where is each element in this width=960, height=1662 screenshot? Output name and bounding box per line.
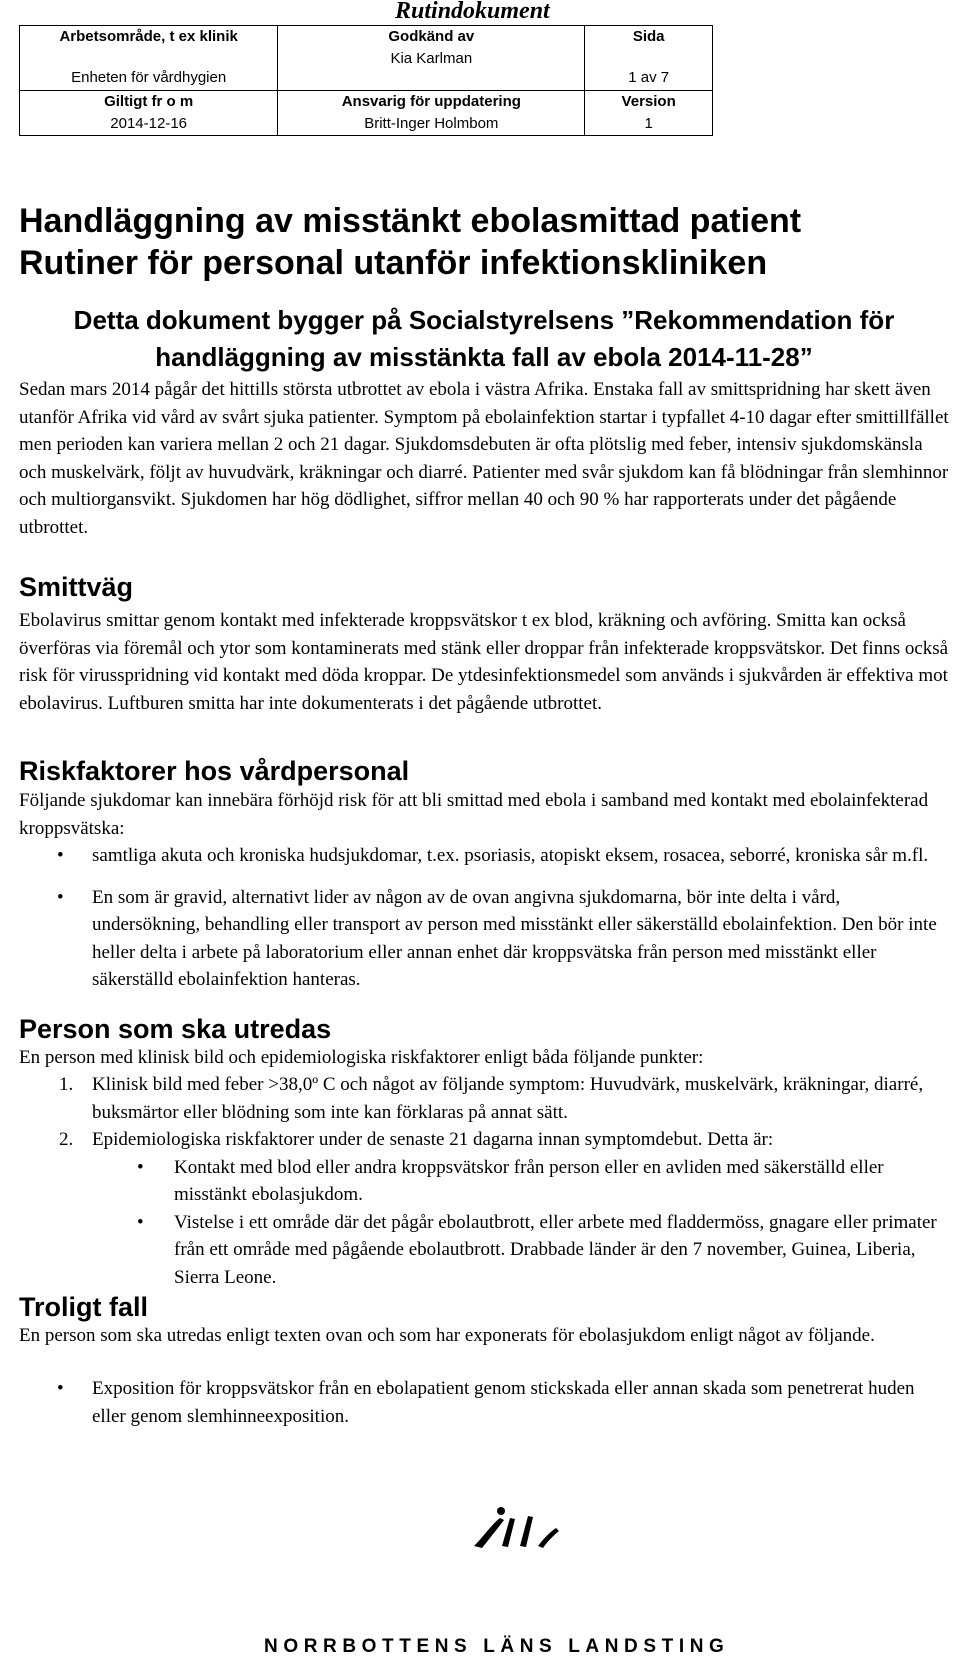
area-label: Arbetsområde, t ex klinik [59, 28, 238, 45]
valid-cell [20, 91, 278, 136]
bullet-icon: • [137, 1211, 144, 1233]
title-line-2: Rutiner för personal utanför infektionskliniken [19, 244, 768, 282]
intro-paragraph: Sedan mars 2014 pågår det hittills största utbrottet av ebola i västra Afrika. Enstaka fall av smittspridning har skett även utanför Afrika vid vård av svårt sjuka patienter. Symptom på ebolainfektion startar i typfallet 4-10 dagar efter smittillfället men perioden kan variera mellan 2 och 21 dagar. Sjukdomsdebuten är ofta plötslig med feber, intensiv sjukdomskänsla och muskelvärk, följt av huvudvärk, kräkningar och diarré. Patienter med svår sjukdom kan få blödningar från slemhinnor och multiorgansvikt. Sjukdomen har hög dödlighet, siffror mellan 40 och 90 % har rapporterats under det pågående utbrottet. [19, 379, 949, 538]
riskfaktorer-intro: Följande sjukdomar kan innebära förhöjd risk för att bli smittad med ebola i samband med kontakt med ebolainfekterad kroppsvätska: [19, 790, 929, 839]
list-item-text: samtliga akuta och kroniska hudsjukdomar, t.ex. psoriasis, atopiskt eksem, rosacea, seborré, kroniska sår m.fl. [92, 845, 929, 866]
responsible-label: Ansvarig för uppdatering [341, 93, 521, 110]
responsible-value: Britt-Inger Holmbom [364, 115, 499, 132]
version-label: Version [621, 93, 676, 110]
bullet-icon: • [137, 1156, 144, 1178]
logo-mark-icon [454, 1506, 654, 1550]
utredas-intro: En person med klinisk bild och epidemiologiska riskfaktorer enligt båda följande punkter: [19, 1047, 704, 1068]
title-line-1: Handläggning av misstänkt ebolasmittad patient [19, 202, 802, 240]
logo-text: NORRBOTTENS LÄNS LANDSTING [264, 1636, 730, 1657]
list-item [19, 884, 949, 994]
troligt-list [19, 1375, 949, 1444]
valid-value: 2014-12-16 [110, 115, 188, 132]
smittvag-paragraph: Ebolavirus smittar genom kontakt med infekterade kroppsvätskor t ex blod, kräkning och avföring. Smitta kan också överföras via föremål och ytor som kontaminerats med stänk eller droppar från infekterade kroppsvätskor. Det finns också risk för virusspridning vid kontakt med döda kroppar. De ytdesinfektionsmedel som används i sjukvården är effektiva mot ebolavirus. Luftburen smitta har inte dokumenterats i det pågående utbrottet. [19, 610, 949, 714]
sub-list-item [92, 1209, 949, 1292]
document-title [19, 200, 801, 284]
bullet-icon: • [57, 1378, 64, 1399]
subtitle-line-1: Detta dokument bygger på Socialstyrelsens ”Rekommendation för [73, 305, 895, 335]
list-item [19, 842, 949, 870]
page-value: 1 av 7 [628, 69, 670, 86]
document-type-label: Rutindokument [395, 0, 550, 24]
list-item-text: Kontakt med blod eller andra kroppsvätskor från person eller en avliden med säkerställd eller misstänkt ebolasjukdom. [174, 1156, 884, 1205]
page-label: Sida [632, 28, 665, 45]
section-heading-riskfaktorer: Riskfaktorer hos vårdpersonal [19, 756, 410, 786]
list-item-text: Klinisk bild med feber >38,0º C och något av följande symptom: Huvudvärk, muskelvärk, kräkningar, diarré, buksmärtor eller blödning som inte kan förklaras på annat sätt. [92, 1074, 924, 1123]
document-header-table [19, 25, 713, 136]
version-cell [585, 91, 713, 136]
sub-list-item [92, 1154, 949, 1209]
section-heading-utredas: Person som ska utredas [19, 1014, 332, 1044]
valid-label: Giltigt fr o m [104, 93, 194, 110]
page-cell [585, 26, 713, 91]
version-value: 1 [644, 115, 653, 132]
list-item-text: Vistelse i ett område där det pågår ebolautbrott, eller arbete med fladdermöss, gnagare eller primater från ett område med pågående ebolautbrott. Drabbade länder är den 7 november, Guinea, Liberia, Sierra Leone. [174, 1211, 937, 1288]
responsible-cell [278, 91, 585, 136]
section-heading-smittvag: Smittväg [19, 572, 134, 602]
riskfaktorer-list [19, 842, 949, 1008]
utredas-list [19, 1071, 949, 1291]
utredas-sub-list [92, 1154, 949, 1292]
list-item [19, 1375, 949, 1430]
approved-value: Kia Karlman [390, 50, 473, 67]
area-value: Enheten för vårdhygien [71, 69, 227, 86]
list-item [19, 1071, 949, 1126]
document-subtitle [19, 302, 949, 376]
bullet-icon: • [57, 886, 64, 908]
list-item [19, 1126, 949, 1291]
list-item-text: Epidemiologiska riskfaktorer under de senaste 21 dagarna innan symptomdebut. Detta är: [92, 1129, 774, 1150]
list-number: 2. [59, 1129, 74, 1150]
list-item-text: Exposition för kroppsvätskor från en ebolapatient genom stickskada eller annan skada som penetrerat huden eller genom slemhinneexposition. [92, 1378, 915, 1427]
approved-label: Godkänd av [388, 28, 475, 45]
list-number: 1. [59, 1074, 74, 1095]
section-heading-troligt: Troligt fall [19, 1292, 149, 1322]
subtitle-line-2: handläggning av misstänkta fall av ebola 2014-11-28” [155, 342, 813, 372]
approved-cell [278, 26, 585, 91]
troligt-intro: En person som ska utredas enligt texten ovan och som har exponerats för ebolasjukdom enligt något av följande. [19, 1325, 875, 1346]
landsting-logo [264, 1590, 730, 1662]
bullet-icon: • [57, 845, 64, 866]
area-cell [20, 26, 278, 91]
list-item-text: En som är gravid, alternativt lider av någon av de ovan angivna sjukdomarna, bör inte delta i vård, undersökning, behandling eller transport av person med misstänkt eller säkerställd ebolainfektion. Den bör inte heller delta i arbete på laboratorium eller annan enhet där kroppsvätska från person med misstänkt eller säkerställd ebolainfektion hanteras. [92, 886, 937, 990]
